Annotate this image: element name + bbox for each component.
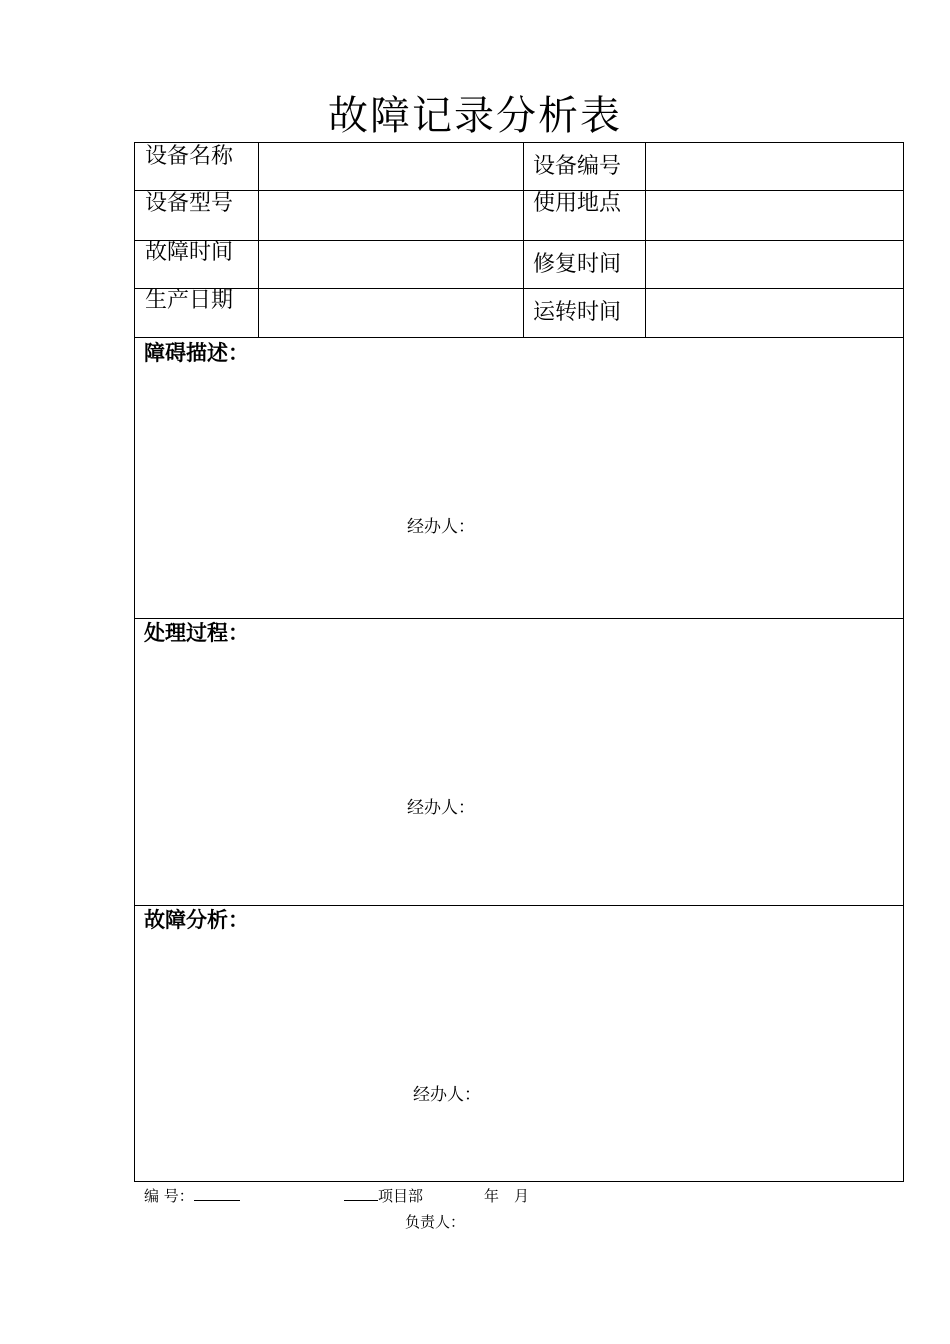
usage-location-field[interactable]	[650, 194, 900, 236]
section-divider	[135, 905, 903, 906]
device-model-label: 设备型号	[145, 191, 234, 216]
fault-time-label: 故障时间	[145, 240, 234, 265]
running-time-field[interactable]	[650, 292, 900, 333]
fault-analysis-content[interactable]	[144, 938, 894, 1078]
fault-description-content[interactable]	[144, 371, 894, 511]
footer-year: 年	[484, 1187, 500, 1205]
handling-process-label: 处理过程：	[144, 621, 249, 645]
production-date-field[interactable]	[263, 292, 518, 333]
row-divider	[135, 240, 903, 241]
production-date-label: 生产日期	[145, 288, 234, 313]
footer-month: 月	[514, 1187, 530, 1205]
handling-process-handler-label: 经办人：	[407, 798, 475, 818]
device-model-field[interactable]	[263, 194, 518, 236]
footer-number	[144, 1186, 240, 1206]
footer-department-blank[interactable]	[344, 1186, 378, 1201]
device-number-field[interactable]	[650, 147, 900, 187]
section-divider	[135, 618, 903, 619]
running-time-label: 运转时间	[533, 300, 622, 325]
device-number-label: 设备编号	[533, 154, 622, 179]
fault-analysis-label: 故障分析：	[144, 908, 249, 932]
footer-responsible-label: 负责人：	[405, 1213, 466, 1231]
fault-description-handler-label: 经办人：	[407, 517, 475, 537]
fault-analysis-handler-label: 经办人：	[413, 1085, 481, 1105]
device-name-label: 设备名称	[145, 144, 234, 169]
form-title: 故障记录分析表	[328, 93, 622, 139]
device-name-field[interactable]	[263, 147, 518, 187]
fault-description-label: 障碍描述：	[144, 341, 249, 365]
column-divider	[645, 143, 646, 338]
footer-department-label: 项目部	[378, 1187, 424, 1205]
column-divider	[258, 143, 259, 338]
repair-time-field[interactable]	[650, 244, 900, 284]
handling-process-content[interactable]	[144, 651, 894, 791]
row-divider	[135, 190, 903, 191]
fault-time-field[interactable]	[263, 244, 518, 284]
repair-time-label: 修复时间	[533, 252, 622, 277]
footer-number-field[interactable]	[194, 1186, 240, 1201]
footer-department	[344, 1186, 423, 1206]
row-divider	[135, 337, 903, 338]
column-divider	[523, 143, 524, 338]
footer-number-label: 编 号：	[144, 1187, 194, 1205]
fault-record-form	[134, 142, 904, 1182]
row-divider	[135, 288, 903, 289]
usage-location-label: 使用地点	[533, 191, 622, 216]
